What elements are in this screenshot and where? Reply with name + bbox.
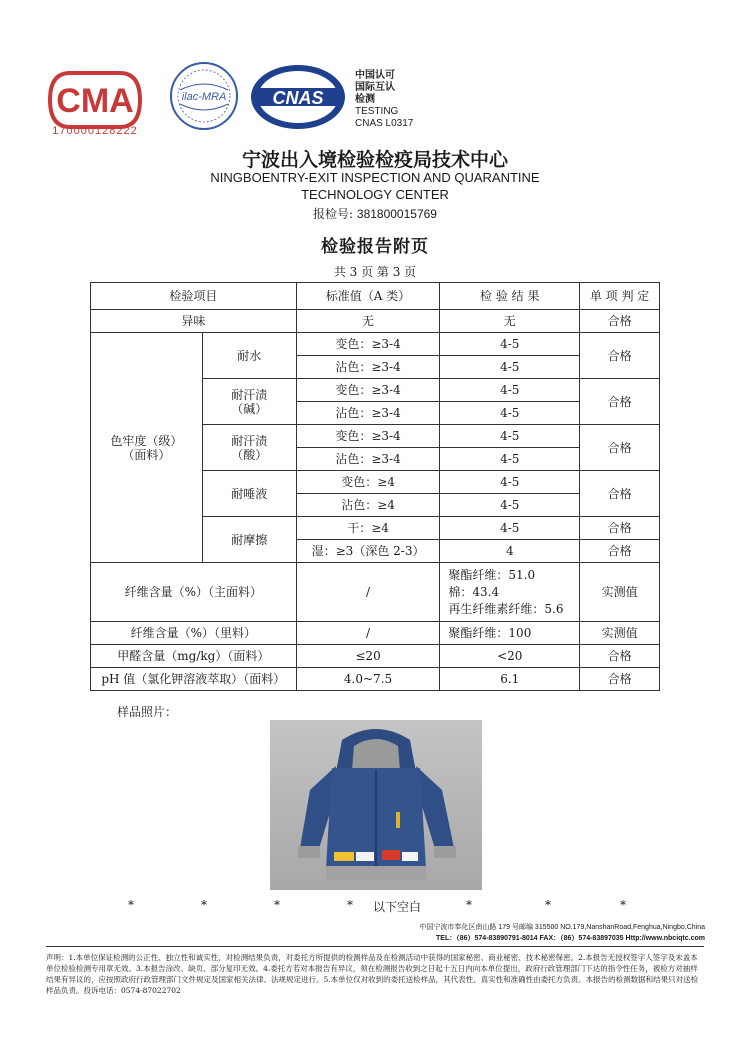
header-result: 检 验 结 果 [440, 283, 580, 310]
table-row: 色牢度（级） （面料） 耐水 变色：≥3-4 4-5 合格 [91, 333, 660, 356]
header-standard: 标准值（A 类） [296, 283, 440, 310]
cnas-accreditation-text: 中国认可 国际互认 检测 TESTING CNAS L0317 [355, 70, 414, 129]
page-title: 检验报告附页 [321, 237, 429, 257]
institution-title-cn: 宁波出入境检验检疫局技术中心 [241, 149, 508, 171]
table-row: 甲醛含量（mg/kg）（面料） ≤20 <20 合格 [91, 645, 660, 668]
ilac-mra-logo [168, 60, 240, 132]
page-count: 共 3 页 第 3 页 [333, 265, 417, 279]
table-row: 沾色：≥3-4 4-5 [91, 356, 660, 379]
institution-title-en-line2: TECHNOLOGY CENTER [301, 187, 449, 202]
table-row: 耐唾液 变色：≥4 4-5 合格 [91, 471, 660, 494]
footer-phone-fax-web: TEL：（86）574-83890791-8014 FAX：（86）574-83897035 Http://www.nbciqtc.com [436, 935, 705, 942]
table-row: 湿：≥3（深色 2-3） 4 合格 [91, 540, 660, 563]
table-row: 纤维含量（%）（里料） / 聚酯纤维：100 实测值 [91, 622, 660, 645]
table-row: 沾色：≥4 4-5 [91, 494, 660, 517]
colorfastness-group-label: 色牢度（级） （面料） [91, 333, 203, 563]
table-row: 沾色：≥3-4 4-5 [91, 402, 660, 425]
report-number: 报检号: 381800015769 [313, 207, 437, 221]
sample-jacket-photo [270, 720, 482, 890]
header-item: 检验项目 [91, 283, 297, 310]
table-row: 沾色：≥3-4 4-5 [91, 448, 660, 471]
cma-number: 170000128222 [52, 125, 138, 137]
footer-contact [385, 922, 705, 944]
test-results-table [90, 282, 660, 691]
table-row: 纤维含量（%）（主面料） / 聚酯纤维：51.0 棉：43.4 再生纤维素纤维：5.6 实测值 [91, 563, 660, 622]
footer-address: 中国宁波市奉化区南山路 179 号邮编 315500 NO.179,NanshanRoad,Fenghua,Ningbo,China [419, 924, 705, 931]
blank-below-text: 以下空白 [373, 900, 422, 914]
footer-divider [46, 946, 704, 947]
table-row: 耐汗渍 （碱） 变色：≥3-4 4-5 合格 [91, 379, 660, 402]
table-row: 耐汗渍 （酸） 变色：≥3-4 4-5 合格 [91, 425, 660, 448]
table-header-row [91, 283, 660, 310]
sample-photo-label: 样品照片： [117, 705, 178, 719]
svg-text:CNAS: CNAS [272, 88, 324, 108]
table-row: 耐摩擦 干：≥4 4-5 合格 [91, 517, 660, 540]
svg-text:ilac-MRA: ilac-MRA [181, 91, 227, 103]
cnas-logo [248, 62, 348, 132]
footer-disclaimer: 声明：1.本单位保证检测的公正性、独立性和诚实性，对检测结果负责，对委托方所提供的检测样品及在检测活动中获得的国家秘密、商业秘密、技术秘密保密。2.本报告无授权签字人签字及未盖本单位检验检测专用章无效。3.本报告涂改、缺页、部分复印无效。4.委托方若对本报告有异议，须在检测报告收到之日起十五日内向本单位提出，政府行政管理部门下达的指令性任务，被检方对抽样结果有异议的，应按照政府行政管理部门文件规定及国家相关法律、法规规定进行。5.本单位仅对收到的委托送检样品，其代表性、真实性和准确性由委托方负责。本报告的检测数据和结果只对送检样品负责。投诉电话：0574-87022702 [46, 953, 699, 995]
institution-title-en-line1: NINGBOENTRY-EXIT INSPECTION AND QUARANTINE [210, 170, 540, 185]
header-judgement: 单 项 判 定 [580, 283, 660, 310]
svg-text:CMA: CMA [56, 82, 134, 120]
table-row: 异味 无 无 合格 [91, 310, 660, 333]
table-row: pH 值（氯化钾溶液萃取）（面料） 4.0~7.5 6.1 合格 [91, 668, 660, 691]
